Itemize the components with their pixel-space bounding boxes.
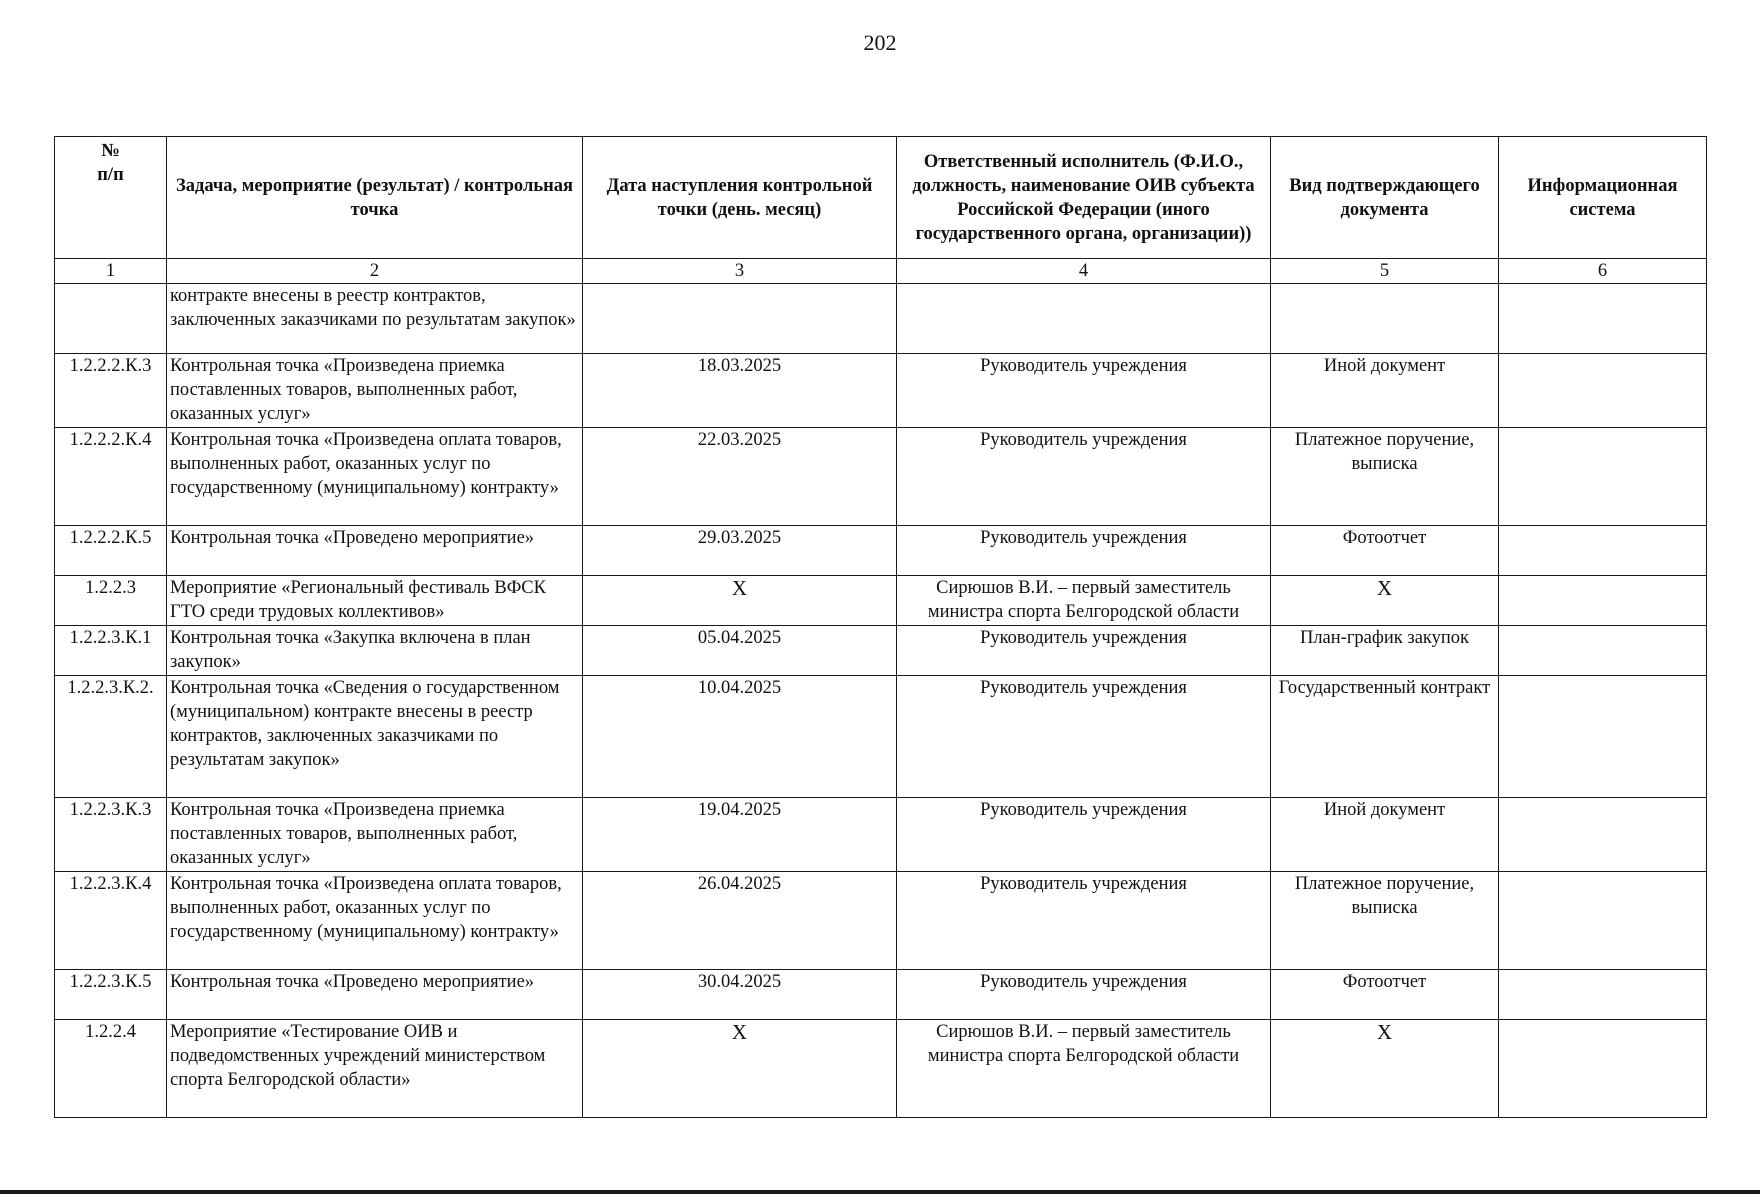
row-date: 18.03.2025 [583, 354, 897, 428]
row-system [1499, 354, 1707, 428]
row-date: 10.04.2025 [583, 676, 897, 798]
row-document: Х [1271, 576, 1499, 626]
row-responsible: Руководитель учреждения [897, 970, 1271, 1020]
table-row [55, 576, 1707, 626]
row-system [1499, 526, 1707, 576]
row-system [1499, 798, 1707, 872]
table-row [55, 354, 1707, 428]
row-document: Х [1271, 1020, 1499, 1118]
row-responsible: Руководитель учреждения [897, 626, 1271, 676]
row-number: 1.2.2.3.К.1 [55, 626, 167, 676]
row-task: Контрольная точка «Произведена приемка поставленных товаров, выполненных работ, оказанных услуг» [167, 354, 583, 428]
row-task: Контрольная точка «Произведена оплата товаров, выполненных работ, оказанных услуг по государственному (муниципальному) контракту» [167, 872, 583, 970]
row-number: 1.2.2.2.К.5 [55, 526, 167, 576]
row-document: Фотоотчет [1271, 526, 1499, 576]
row-task: Мероприятие «Тестирование ОИВ и подведомственных учреждений министерством спорта Белгородской области» [167, 1020, 583, 1118]
column-index: 6 [1499, 259, 1707, 284]
column-index: 2 [167, 259, 583, 284]
column-index: 4 [897, 259, 1271, 284]
row-responsible: Руководитель учреждения [897, 354, 1271, 428]
row-number: 1.2.2.2.К.4 [55, 428, 167, 526]
row-number: 1.2.2.3.К.3 [55, 798, 167, 872]
row-responsible: Сирюшов В.И. – первый заместитель министра спорта Белгородской области [897, 1020, 1271, 1118]
table-row [55, 970, 1707, 1020]
page-number: 202 [863, 30, 897, 55]
row-system [1499, 676, 1707, 798]
row-date: 19.04.2025 [583, 798, 897, 872]
row-responsible: Руководитель учреждения [897, 676, 1271, 798]
header-responsible: Ответственный исполнитель (Ф.И.О., должность, наименование ОИВ субъекта Российской Федерации (иного государственного органа, организации)) [897, 137, 1271, 259]
row-system [1499, 284, 1707, 354]
column-index: 5 [1271, 259, 1499, 284]
row-number: 1.2.2.2.К.3 [55, 354, 167, 428]
table-row [55, 428, 1707, 526]
row-date: 05.04.2025 [583, 626, 897, 676]
row-system [1499, 970, 1707, 1020]
row-responsible: Руководитель учреждения [897, 872, 1271, 970]
row-task: Контрольная точка «Произведена приемка поставленных товаров, выполненных работ, оказанных услуг» [167, 798, 583, 872]
header-date: Дата наступления контрольной точки (день. месяц) [583, 137, 897, 259]
row-system [1499, 576, 1707, 626]
header-row [55, 137, 1707, 259]
row-date: Х [583, 576, 897, 626]
row-responsible: Руководитель учреждения [897, 526, 1271, 576]
row-number: 1.2.2.3.К.5 [55, 970, 167, 1020]
row-task: Контрольная точка «Закупка включена в план закупок» [167, 626, 583, 676]
table-row [55, 872, 1707, 970]
row-number [55, 284, 167, 354]
row-document: Государственный контракт [1271, 676, 1499, 798]
row-system [1499, 1020, 1707, 1118]
row-system [1499, 872, 1707, 970]
row-task: Мероприятие «Региональный фестиваль ВФСК ГТО среди трудовых коллективов» [167, 576, 583, 626]
row-number: 1.2.2.3.К.2. [55, 676, 167, 798]
row-responsible: Руководитель учреждения [897, 428, 1271, 526]
row-document: Платежное поручение, выписка [1271, 872, 1499, 970]
column-index: 3 [583, 259, 897, 284]
table-row [55, 284, 1707, 354]
row-date: 30.04.2025 [583, 970, 897, 1020]
table-row [55, 1020, 1707, 1118]
row-document: Фотоотчет [1271, 970, 1499, 1020]
row-task: Контрольная точка «Проведено мероприятие» [167, 970, 583, 1020]
row-task: Контрольная точка «Проведено мероприятие» [167, 526, 583, 576]
row-task: контракте внесены в реестр контрактов, заключенных заказчиками по результатам закупок» [167, 284, 583, 354]
bottom-scan-edge [0, 1190, 1760, 1194]
header-number: № п/п [55, 137, 167, 259]
header-system: Информационная система [1499, 137, 1707, 259]
row-document: Платежное поручение, выписка [1271, 428, 1499, 526]
row-system [1499, 428, 1707, 526]
row-responsible: Сирюшов В.И. – первый заместитель министра спорта Белгородской области [897, 576, 1271, 626]
header-task: Задача, мероприятие (результат) / контрольная точка [167, 137, 583, 259]
row-task: Контрольная точка «Произведена оплата товаров, выполненных работ, оказанных услуг по государственному (муниципальному) контракту» [167, 428, 583, 526]
table-row [55, 798, 1707, 872]
control-points-table [54, 136, 1707, 1118]
row-date: 29.03.2025 [583, 526, 897, 576]
row-document: Иной документ [1271, 354, 1499, 428]
table-row [55, 676, 1707, 798]
row-system [1499, 626, 1707, 676]
row-document: Иной документ [1271, 798, 1499, 872]
row-date [583, 284, 897, 354]
row-responsible [897, 284, 1271, 354]
row-number: 1.2.2.3 [55, 576, 167, 626]
column-index-row [55, 259, 1707, 284]
row-date: 26.04.2025 [583, 872, 897, 970]
table-row [55, 526, 1707, 576]
table-row [55, 626, 1707, 676]
row-task: Контрольная точка «Сведения о государственном (муниципальном) контракте внесены в реестр контрактов, заключенных заказчиками по результатам закупок» [167, 676, 583, 798]
row-number: 1.2.2.3.К.4 [55, 872, 167, 970]
row-responsible: Руководитель учреждения [897, 798, 1271, 872]
row-number: 1.2.2.4 [55, 1020, 167, 1118]
row-document: План-график закупок [1271, 626, 1499, 676]
row-date: 22.03.2025 [583, 428, 897, 526]
column-index: 1 [55, 259, 167, 284]
row-date: Х [583, 1020, 897, 1118]
row-document [1271, 284, 1499, 354]
header-document: Вид подтверждающего документа [1271, 137, 1499, 259]
